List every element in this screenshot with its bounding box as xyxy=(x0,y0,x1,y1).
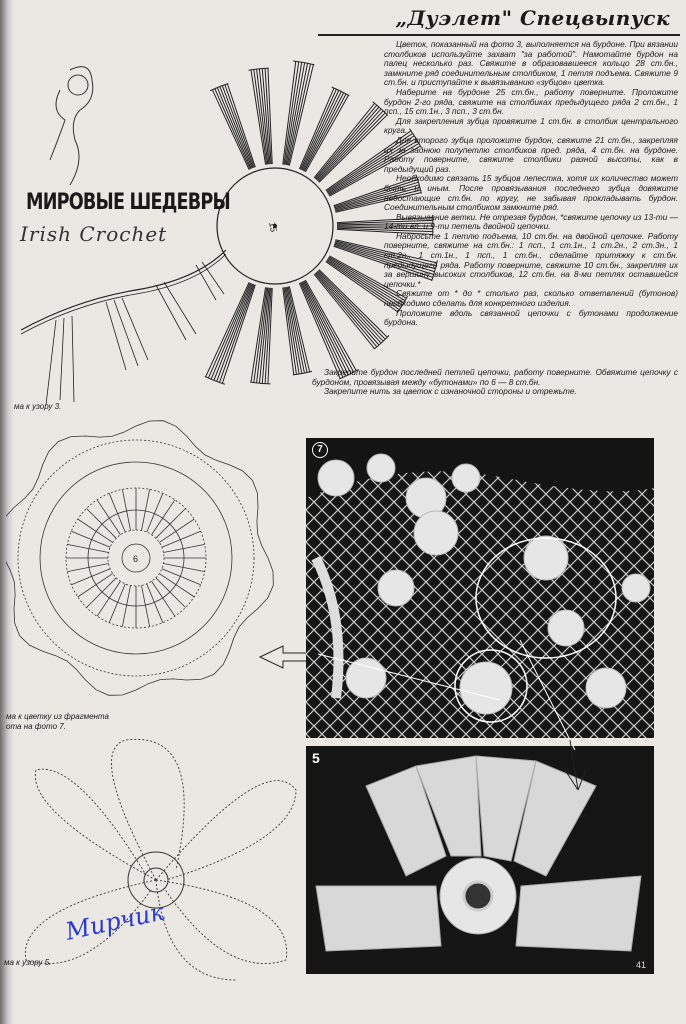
instructions-paragraph: Проложите вдоль связанной цепочки с бутонами продолжение бурдона. xyxy=(384,307,678,328)
instructions-end-paragraph: Закрепите бурдон последней петлей цепочки, работу поверните. Обвяжите цепочку с бурдоном, провязывая между «бутонами» по 6 — 8 ст.бн. xyxy=(312,367,678,387)
watermark-signature: Мирчик xyxy=(63,897,167,946)
photo-7-label: 7 xyxy=(312,442,328,458)
lady-illustration xyxy=(30,60,120,190)
photo-7-lace xyxy=(306,438,654,738)
instructions-column xyxy=(384,40,678,328)
bow-scheme-5 xyxy=(6,730,306,990)
instructions-paragraph: Вывязывание ветки. Не отрезая бурдон, *свяжите цепочку из 13-ти — 14-ти вп. и 9-ти петель двойной цепочки. xyxy=(384,211,678,232)
page-number: 41 xyxy=(635,960,646,970)
magazine-header xyxy=(318,4,680,34)
caption-scheme-5: ма к узору 5. xyxy=(4,958,52,967)
caption-scheme-3: ма к узору 3. xyxy=(14,402,62,411)
photo-5-bow xyxy=(306,746,654,974)
caption-motif-line1: ма к цветку из фрагмента xyxy=(6,712,109,721)
section-title: МИРОВЫЕ ШЕДЕВРЫ xyxy=(26,190,230,215)
round-motif-scheme xyxy=(6,410,296,710)
branch-scheme xyxy=(16,230,236,410)
section-subtitle: Irish Crochet xyxy=(20,222,168,246)
instructions-paragraph: Наберите на бурдоне 25 ст.бн., работу поверните. Проложите бурдон 2-го ряда, свяжите на столбиках предыдущего ряда 2 ст.бн., 1 псп., 15 ст.1н., 3 псп., 3 ст.бн. xyxy=(384,86,678,117)
instructions-paragraph: Набросьте 1 петлю подъема, 10 ст.бн. на двойной цепочке. Работу поверните, свяжите на ст.бн.: 1 псп., 1 ст.1н., 1 ст.2н., 2 ст.3н., 1 ст.2н., 1 ст.1н., 1 псп., 1 ст.бн., сделайте притяжку к ст.бн. предыдущего ряда. Работу поверните, свяжите 10 ст.бн., закрепляя их за вершину высоких столбиков, 12 ст.бн. на 8-ми петлях оставшейся цепочки.* xyxy=(384,230,678,289)
instructions-paragraph: Свяжите от * до * столько раз, сколько ответвлений (бутонов) необходимо сделать для конкретного изделия. xyxy=(384,288,678,309)
header-title: „Дуэлет" Спецвыпуск xyxy=(395,6,670,30)
ring-label: 6 xyxy=(133,554,139,564)
instructions-wide xyxy=(312,368,678,397)
instructions-paragraph: Для закрепления зубца провяжите 1 ст.бн. в столбик центрального круга. xyxy=(384,115,678,136)
instructions-paragraph: Необходимо связать 15 зубцов лепестка, хотя их количество может быть и иным. После провязывания последнего зубца довяжите недостающие ст.бн. по кругу, не забывая прокладывать бурдон. Соединительным столбиком замкните ряд. xyxy=(384,173,678,213)
instructions-end-paragraph: Закрепите нить за цветок с изнаночной стороны и отрежьте. xyxy=(324,386,577,397)
instructions-paragraph: Для второго зубца проложите бурдон, свяжите 21 ст.бн., закрепляя их за заднюю полупетлю столбиков пред. ряда, 4 ст.бн. на бурдоне. Работу поверните, свяжите столбики разной высоты, как в предыдущий раз. xyxy=(384,134,678,174)
photo-5-label: 5 xyxy=(312,750,320,766)
caption-motif-line2: ота на фото 7. xyxy=(6,722,66,731)
instructions-paragraph: Цветок, показанный на фото 3, выполняется на бурдоне. При вязании столбиков используйте захват "за работой". Намотайте бурдон на палец несколько раз. Свяжите в образовавшееся кольцо 28 ст.бн., замкните ряд соединительным столбиком, 1 петля подъема. Свяжите 9 ст.бн. и приступайте к вывязыванию «зубцов» цветка. xyxy=(384,39,678,88)
diagram-center-label: 15 xyxy=(267,221,279,233)
